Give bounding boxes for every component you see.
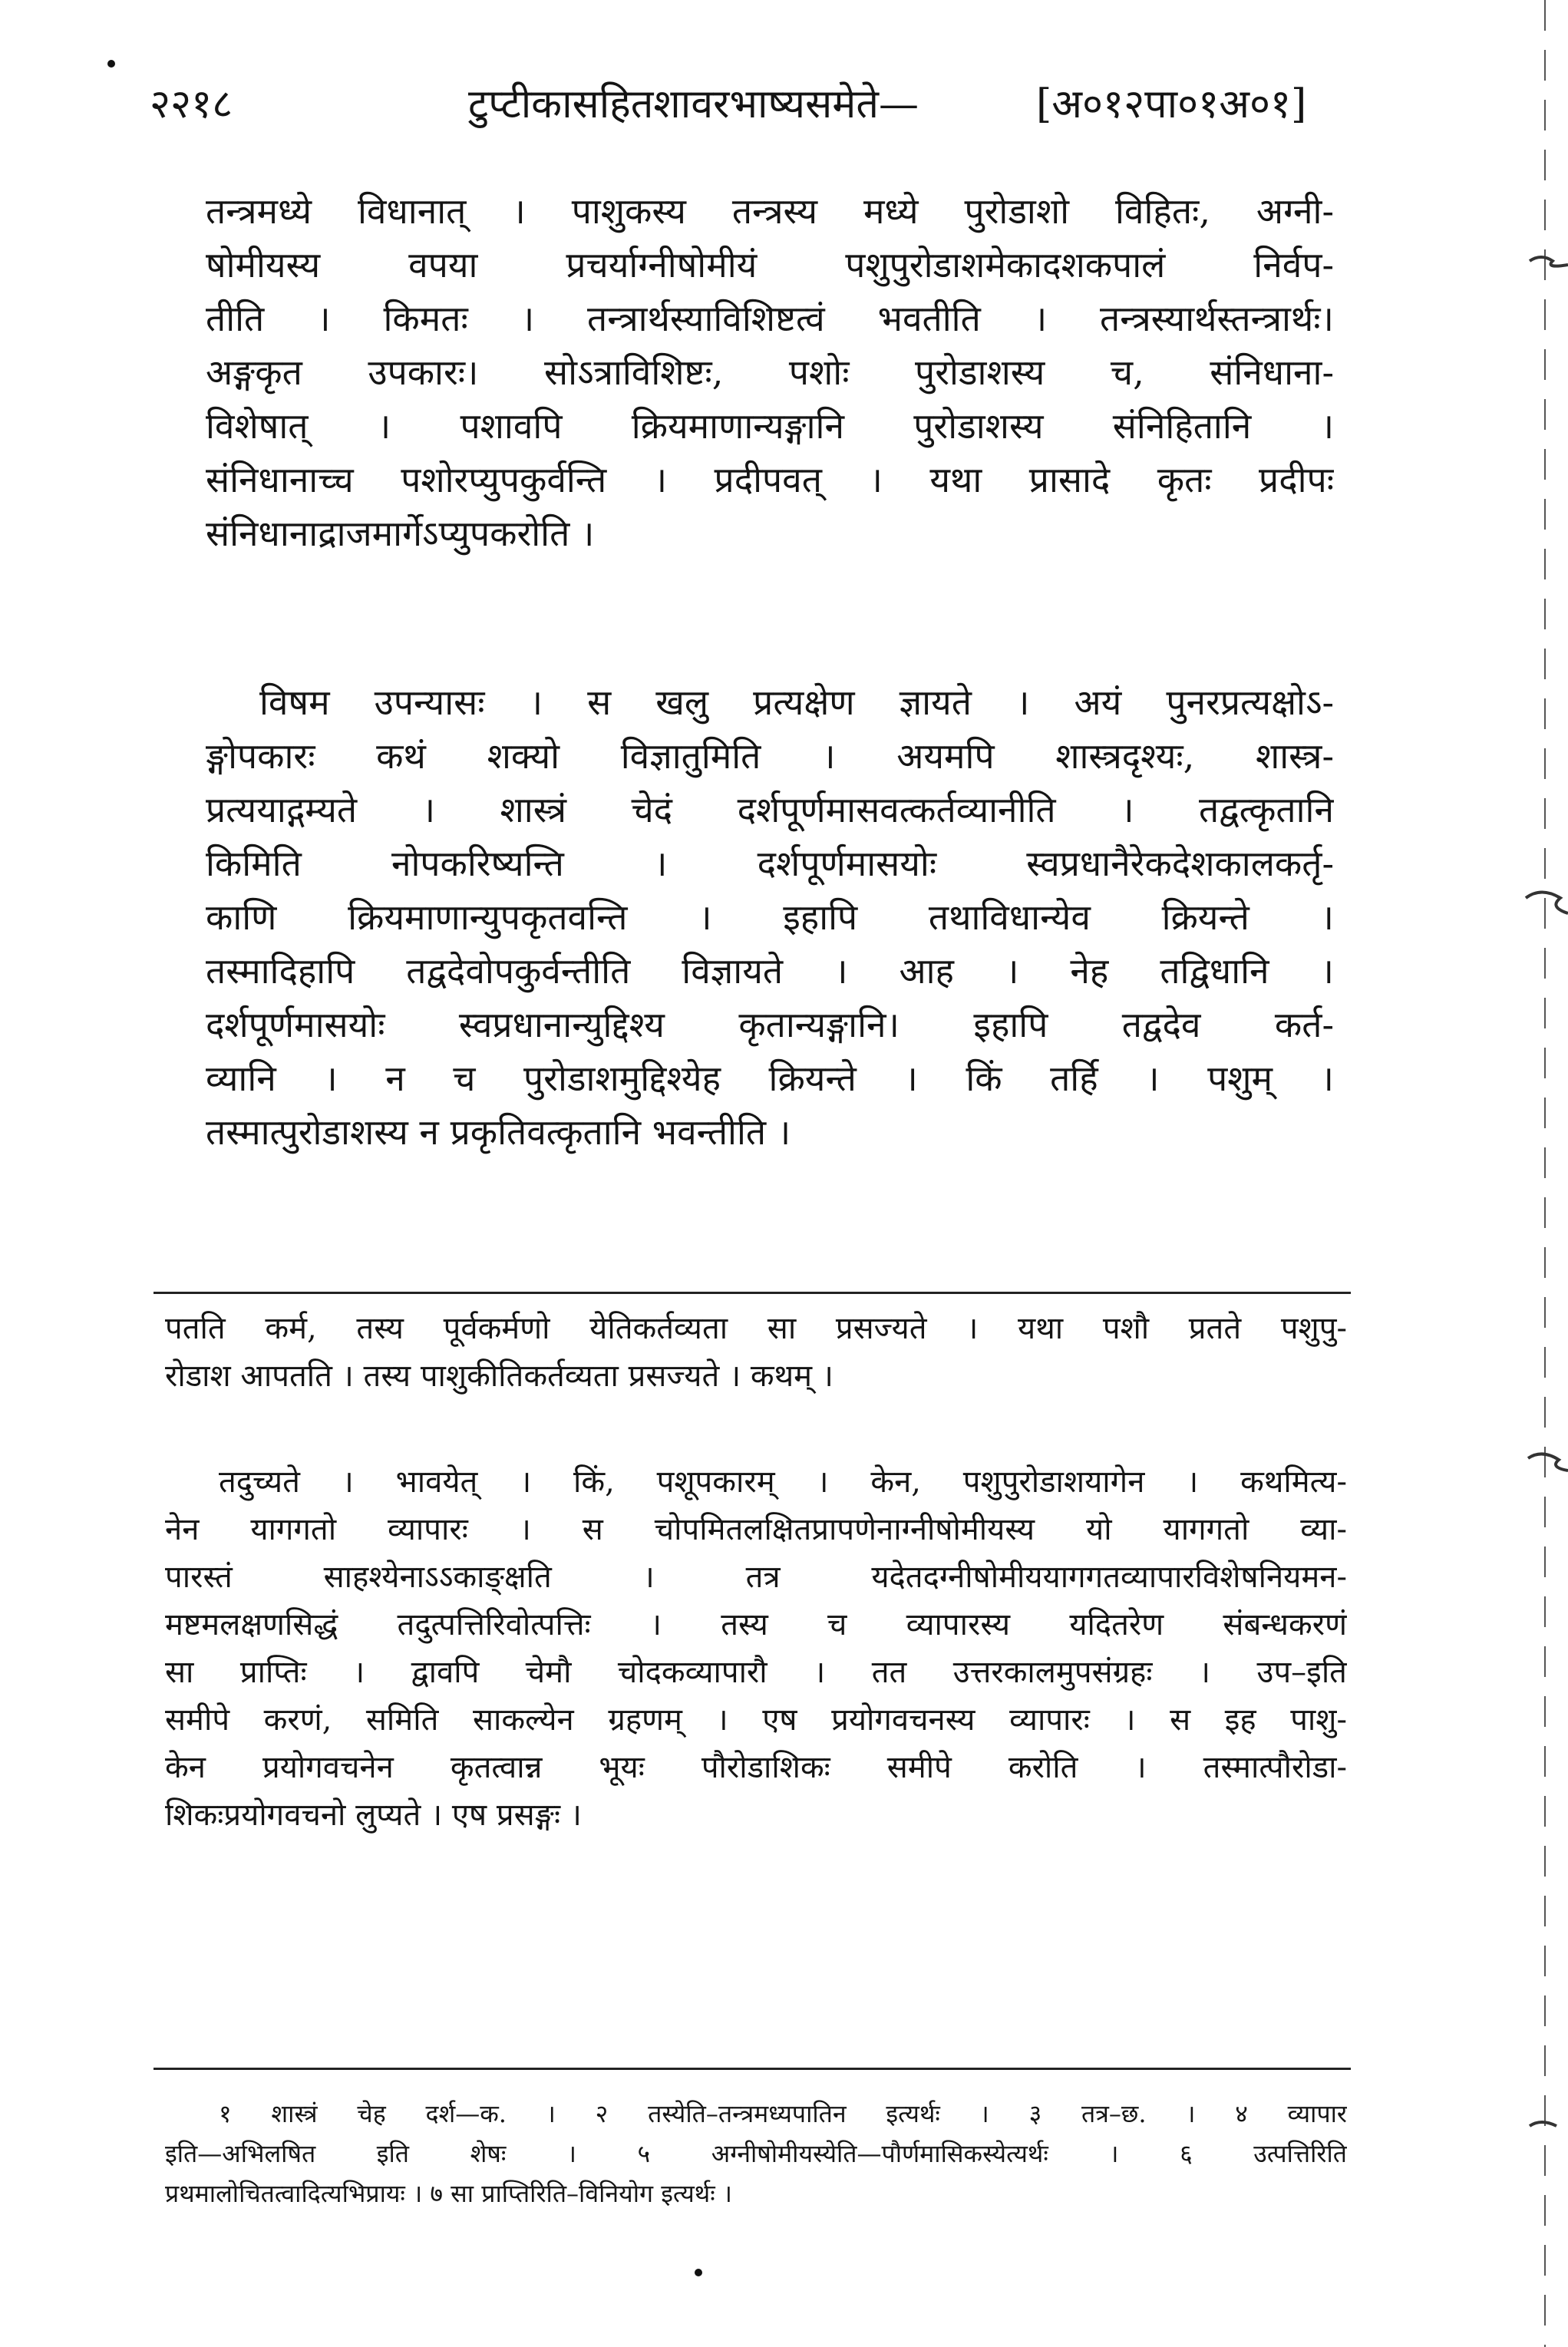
scan-edge-artifacts — [1522, 0, 1568, 2347]
main-paragraph-1 — [206, 184, 1334, 560]
commentary-line: सा प्राप्तिः । द्वावपि चेमौ चोदकव्यापारौ । तत उत्तरकालमुपसंग्रहः । उप–इति — [165, 1655, 1347, 1690]
text-line: अङ्गकृत उपकारः। सोऽत्राविशिष्टः, पशोः पुरोडाशस्य च, संनिधाना- — [206, 352, 1334, 393]
commentary-paragraph-1 — [165, 1305, 1347, 1400]
ink-speck — [107, 60, 115, 68]
text-line: तन्त्रमध्ये विधानात् । पाशुकस्य तन्त्रस्य मध्ये पुरोडाशो विहितः, अग्नी- — [206, 190, 1334, 232]
commentary-line: तदुच्यते । भावयेत् । किं, पशूपकारम् । केन, पशुपुरोडाशयागेन । कथमित्य- — [219, 1464, 1347, 1500]
commentary-line: समीपे करणं, समिति साकल्येन ग्रहणम् । एष प्रयोगवचनस्य व्यापारः । स इह पाशु- — [165, 1702, 1347, 1738]
text-line: षोमीयस्य वपया प्रचर्याग्नीषोमीयं पशुपुरोडाशमेकादशकपालं निर्वप- — [206, 244, 1334, 286]
footnote-line: १ शास्त्रं चेह दर्श—क. । २ तस्येति–तन्त्रमध्यपातिन इत्यर्थः । ३ तत्र–छ. । ४ व्यापार — [219, 2099, 1347, 2128]
section-reference: [अ०१२पा०१अ०१] — [1036, 81, 1307, 127]
commentary-line: शिकःप्रयोगवचनो लुप्यते । एष प्रसङ्गः । — [165, 1797, 582, 1833]
commentary-line: रोडाश आपतति । तस्य पाशुकीतिकर्तव्यता प्रसज्यते । कथम् । — [165, 1358, 834, 1394]
text-line: संनिधानाद्राजमार्गेऽप्युपकरोति । — [206, 513, 595, 554]
text-line: तस्मात्पुरोडाशस्य न प्रकृतिवत्कृतानि भवन्तीति । — [206, 1111, 791, 1153]
commentary-line: नेन यागगतो व्यापारः । स चोपमितलक्षितप्रापणेनाग्नीषोमीयस्य यो यागगतो व्या- — [165, 1512, 1347, 1547]
running-title: टुप्टीकासहितशावरभाष्यसमेते— — [468, 81, 919, 127]
commentary-line: पतति कर्म, तस्य पूर्वकर्मणो येतिकर्तव्यता सा प्रसज्यते । यथा पशौ प्रतते पशुपु- — [165, 1311, 1347, 1346]
text-line: तीति । किमतः । तन्त्रार्थस्याविशिष्टत्वं भवतीति । तन्त्रस्यार्थस्तन्त्रार्थः। — [206, 298, 1334, 339]
footnote-divider — [153, 2068, 1351, 2070]
text-line: विशेषात् । पशावपि क्रियमाणान्यङ्गानि पुरोडाशस्य संनिहितानि । — [206, 405, 1334, 447]
main-paragraph-2 — [206, 675, 1334, 1159]
commentary-line: पारस्तं साहश्येनाऽऽकाङ्क्षति । तत्र यदेतदग्नीषोमीययागगतव्यापारविशेषनियमन- — [165, 1560, 1347, 1595]
text-line: संनिधानाच्च पशोरप्युपकुर्वन्ति । प्रदीपवत् । यथा प्रासादे कृतः प्रदीपः — [206, 459, 1334, 500]
commentary-divider — [153, 1292, 1351, 1294]
text-line: विषम उपन्यासः । स खलु प्रत्यक्षेण ज्ञायते । अयं पुनरप्रत्यक्षोऽ- — [259, 682, 1334, 723]
footnote-line: इति—अभिलषित इति शेषः । ५ अग्नीषोमीयस्येति—पौर्णमासिकस्येत्यर्थः । ६ उत्पत्तिरिति — [165, 2139, 1347, 2168]
commentary-line: केन प्रयोगवचनेन कृतत्वान्न भूयः पौरोडाशिकः समीपे करोति । तस्मात्पौरोडा- — [165, 1750, 1347, 1785]
page-number: २२१८ — [150, 81, 233, 127]
text-line: काणि क्रियमाणान्युपकृतवन्ति । इहापि तथाविधान्येव क्रियन्ते । — [206, 896, 1334, 938]
text-line: ङ्गोपकारः कथं शक्यो विज्ञातुमिति । अयमपि शास्त्रदृश्यः, शास्त्र- — [206, 735, 1334, 777]
text-line: दर्शपूर्णमासयोः स्वप्रधानान्युद्दिश्य कृतान्यङ्गानि। इहापि तद्वदेव कर्त- — [206, 1004, 1334, 1045]
footnotes — [165, 2094, 1347, 2213]
text-line: तस्मादिहापि तद्वदेवोपकुर्वन्तीति विज्ञायते । आह । नेह तद्विधानि । — [206, 950, 1334, 992]
footnote-line: प्रथमालोचितत्वादित्यभिप्रायः । ७ सा प्राप्तिरिति–विनियोग इत्यर्थः । — [165, 2179, 732, 2208]
text-line: व्यानि । न च पुरोडाशमुद्दिश्येह क्रियन्ते । किं तर्हि । पशुम् । — [206, 1058, 1334, 1099]
ink-speck — [695, 2269, 702, 2276]
commentary-line: मष्टमलक्षणसिद्धं तदुत्पत्तिरिवोत्पत्तिः । तस्य च व्यापारस्य यदितरेण संबन्धकरणं — [165, 1607, 1347, 1642]
text-line: प्रत्ययाद्गम्यते । शास्त्रं चेदं दर्शपूर्णमासवत्कर्तव्यानीति । तद्वत्कृतानि — [206, 789, 1334, 830]
commentary-paragraph-2 — [165, 1458, 1347, 1839]
text-line: किमिति नोपकरिष्यन्ति । दर्शपूर्णमासयोः स्वप्रधानैरेकदेशकालकर्तृ- — [206, 843, 1334, 884]
